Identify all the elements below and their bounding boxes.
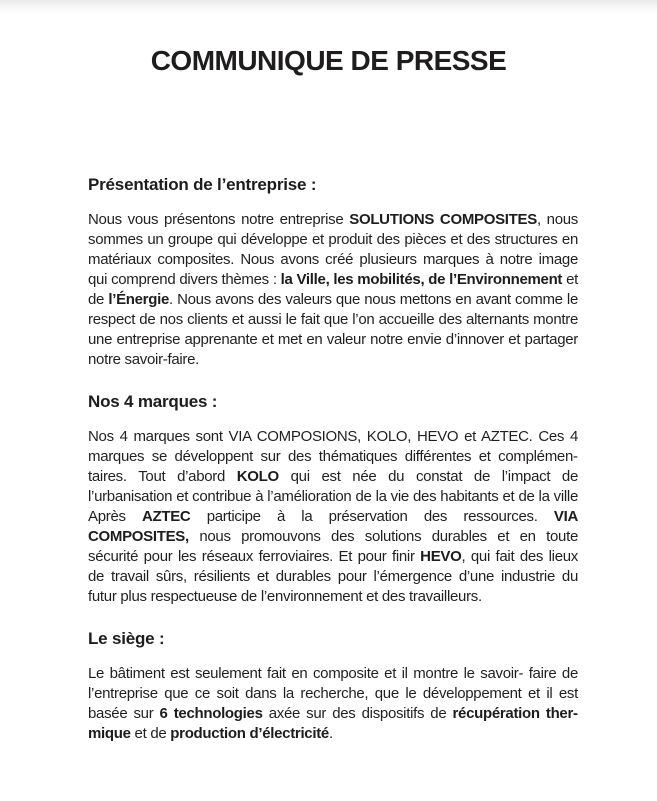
section-paragraph: [88, 664, 578, 744]
bold-text-segment: 6 technologies: [159, 705, 263, 722]
bold-text-segment: HEVO: [420, 548, 462, 565]
document-title: COMMUNIQUE DE PRESSE: [150, 45, 507, 76]
document-sections: [88, 174, 578, 744]
text-segment: et de: [130, 725, 171, 742]
text-segment: .: [328, 725, 333, 742]
text-segment: participe à la préservation des ressources.: [190, 508, 554, 525]
section-heading: Nos 4 marques :: [88, 392, 218, 411]
bold-text-segment: production d’électricité: [170, 725, 329, 742]
text-segment: et de: [88, 271, 578, 308]
section-heading: Présentation de l’entreprise :: [88, 175, 317, 194]
text-segment: Nos 4 marques sont VIA COMPOSIONS, KOLO, HEVO et AZTEC. Ces 4 marques se développent sur des thématiques différentes et complémentaires. Tout d’abord: [88, 428, 578, 485]
text-segment: Nous vous présentons notre entreprise: [88, 211, 350, 228]
document-section: [88, 628, 578, 744]
document-section: [88, 174, 578, 370]
document-section: [88, 391, 578, 607]
bold-text-segment: KOLO: [236, 468, 279, 485]
bold-text-segment: SOLUTIONS COMPOSITES: [349, 211, 537, 228]
text-segment: . Nous avons des valeurs que nous mettons en avant comme le respect de nos clients et aussi le fait que l’on accueille des alternants montre une entreprise apprenante et met en valeur notre envie d’innover et partager notre savoir-faire.: [88, 291, 578, 368]
section-heading: Le siège :: [88, 629, 165, 648]
text-segment: axée sur des dispositifs de: [262, 705, 453, 722]
bold-text-segment: l’Énergie: [108, 291, 169, 308]
text-segment: qui est née du constat de l’impact de l’urbanisation et contribue à l’amélioration de la vie des habitants et de la ville Après: [88, 468, 578, 525]
section-paragraph: [88, 210, 578, 370]
text-segment: , nous sommes un groupe qui développe et produit des pièces et des structures en matériaux composites. Nous avons créé plusieurs marques à notre image qui comprend divers thèmes :: [88, 211, 578, 288]
text-segment: Le bâtiment est seulement fait en composite et il montre le savoir- faire de l’entreprise que ce soit dans la recherche, que le développement et il est basée sur: [88, 665, 578, 722]
text-segment: , qui fait des lieux de travail sûrs, résilients et durables pour l’émergence d’une industrie du futur plus respectueuse de l’environnement et des travailleurs.: [88, 548, 578, 605]
bold-text-segment: la Ville, les mobilités, de l’Environnement: [280, 271, 563, 288]
bold-text-segment: AZTEC: [141, 508, 191, 525]
bold-text-segment: récupération thermique: [88, 705, 579, 742]
bold-text-segment: VIA COMPOSITES,: [88, 508, 578, 545]
section-paragraph: [88, 427, 578, 607]
text-segment: nous promouvons des solutions durables et en toute sécurité pour les réseaux ferroviaires. Et pour finir: [88, 528, 578, 565]
